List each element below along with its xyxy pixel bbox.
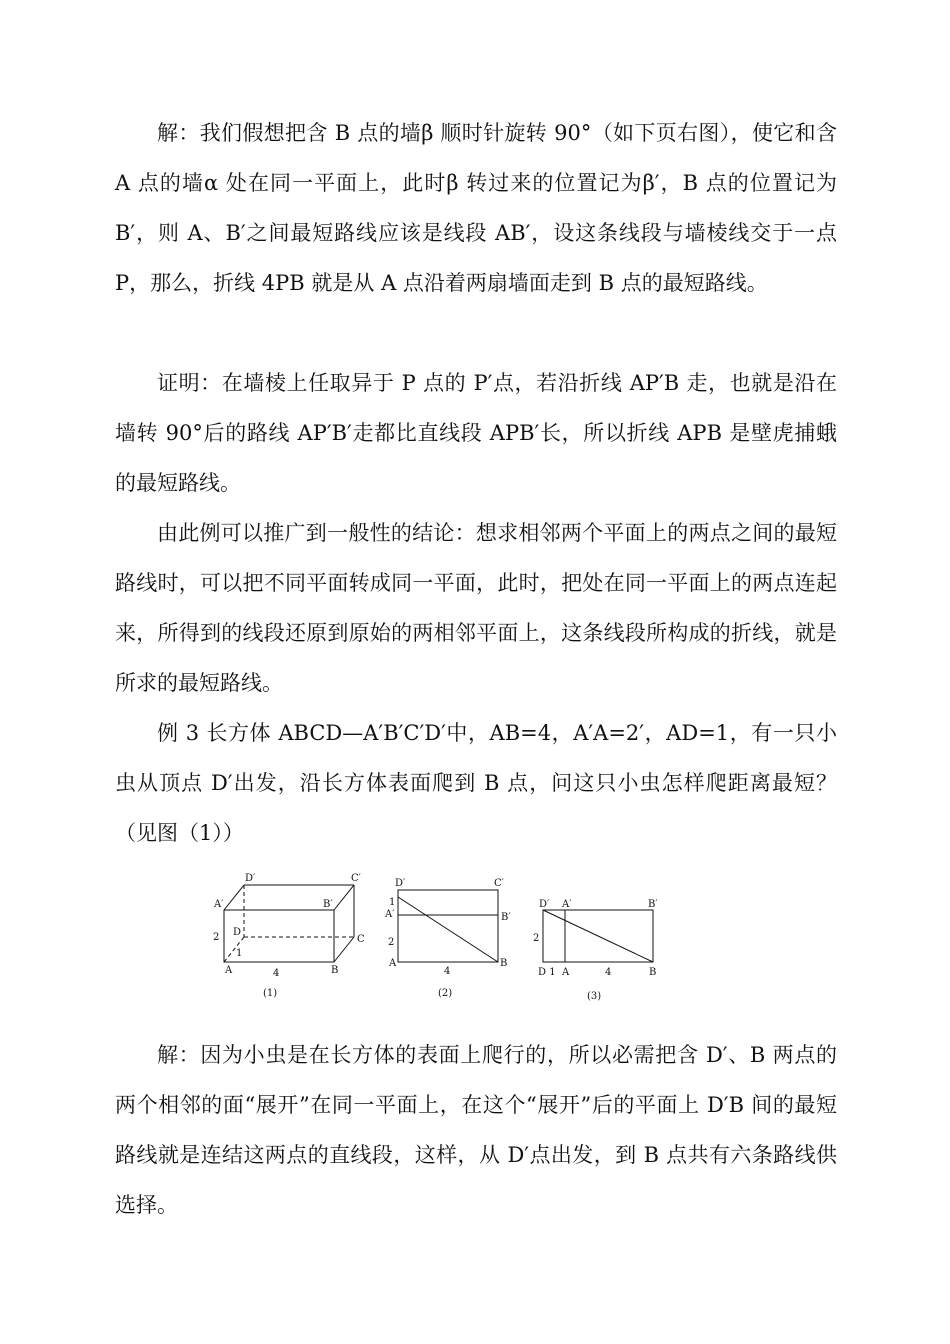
label-a-prime: A′ xyxy=(562,899,572,910)
top-right-depth-edge xyxy=(334,885,354,910)
label-a-prime: A′ xyxy=(385,909,395,920)
label-b: B xyxy=(500,958,508,969)
label-4: 4 xyxy=(605,967,612,978)
paragraph-proof: 证明：在墙棱上任取异于 P 点的 P′点，若沿折线 AP′B 走，也就是沿在墙转 90°后的路线 AP′B′走都比直线段 APB′长，所以折线 APB 是壁虎捕蛾的最短路线。 xyxy=(115,371,837,495)
figure-1-cuboid xyxy=(213,873,365,999)
caption-fig-2: (2) xyxy=(438,988,453,999)
label-height-2: 2 xyxy=(213,932,220,943)
label-b: B xyxy=(649,967,657,978)
figures-svg xyxy=(205,865,675,1010)
label-b-prime: B′ xyxy=(323,899,333,910)
label-d-prime: D′ xyxy=(539,899,550,910)
label-a-prime: A′ xyxy=(214,899,224,910)
label-d-prime: D′ xyxy=(245,873,256,884)
label-b: B xyxy=(331,965,339,976)
label-d-prime: D′ xyxy=(395,878,406,889)
caption-fig-3: (3) xyxy=(587,991,602,1002)
label-a: A xyxy=(562,967,570,978)
net-rect xyxy=(398,890,498,962)
label-2: 2 xyxy=(533,933,540,944)
paragraph-solution-example-3: 解：因为小虫是在长方体的表面上爬行的，所以必需把含 D′、B 两点的两个相邻的面“展开”在同一平面上，在这个“展开”后的平面上 D′B 间的最短路线就是连结这两点的直线段，这样，从 D′点出发，到 B 点共有六条路线供选择。 xyxy=(115,1043,837,1217)
caption-fig-1: (1) xyxy=(263,988,278,999)
figure-2-net xyxy=(384,878,511,999)
label-4: 4 xyxy=(444,966,451,977)
label-1: 1 xyxy=(389,897,396,908)
label-d-1: D 1 xyxy=(538,967,556,978)
label-2: 2 xyxy=(388,937,395,948)
label-depth-1: 1 xyxy=(236,948,243,959)
shortest-path xyxy=(398,897,498,962)
paragraph-conclusion: 由此例可以推广到一般性的结论：想求相邻两个平面上的两点之间的最短路线时，可以把不同平面转成同一平面，此时，把处在同一平面上的两点连起来，所得到的线段还原到原始的两相邻平面上，这条线段所构成的折线，就是所求的最短路线。 xyxy=(115,521,837,695)
shortest-path xyxy=(543,910,653,962)
top-left-depth-edge xyxy=(224,885,244,910)
figure-3-net xyxy=(533,899,658,1002)
label-b-prime: B′ xyxy=(501,912,511,923)
bottom-right-depth-edge xyxy=(334,937,354,962)
label-c: C xyxy=(357,934,365,945)
cuboid-figures xyxy=(205,865,675,1010)
label-a: A xyxy=(225,965,233,976)
paragraph-example-3: 例 3 长方体 ABCD—A′B′C′D′中，AB=4，A′A=2′，AD=1，有一只小虫从顶点 D′出发，沿长方体表面爬到 B 点，问这只小虫怎样爬距离最短？（见图（1）） xyxy=(115,721,837,845)
paragraph-solution-wall: 解：我们假想把含 B 点的墙β 顺时针旋转 90°（如下页右图），使它和含 A 点的墙α 处在同一平面上，此时β 转过来的位置记为β′，B 点的位置记为 B′，则 A、B′之间最短路线应该是线段 AB′，设这条线段与墙棱线交于一点 P，那么，折线 4PB 就是从 A 点沿着两扇墙面走到 B 点的最短路线。 xyxy=(115,121,837,295)
label-b-prime: B′ xyxy=(648,899,658,910)
label-length-4: 4 xyxy=(273,968,280,979)
label-c-prime: C′ xyxy=(351,873,361,884)
label-c-prime: C′ xyxy=(494,878,504,889)
label-a: A xyxy=(389,958,397,969)
label-d: D xyxy=(233,927,242,938)
